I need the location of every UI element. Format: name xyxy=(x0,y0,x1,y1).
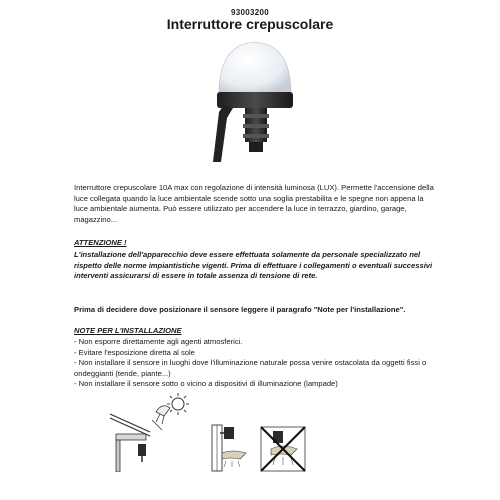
product-code: 93003200 xyxy=(231,8,269,17)
notes-heading: NOTE PER L'INSTALLAZIONE xyxy=(74,326,182,335)
list-item: - Non esporre direttamente agli agenti atmosferici. xyxy=(74,337,243,346)
product-description: Interruttore crepuscolare 10A max con regolazione di intensità luminosa (LUX). Permette l'accensione della luce collegata quando la luce ambientale scende sotto una soglia prestabilita e le spegne non appena la luce ambientale aumenta. Può essere utilizzato per accendere la luce in terrazzo, giardino, garage, magazzino... xyxy=(74,183,434,224)
sun-mounting-illustration xyxy=(106,392,194,472)
attention-text: L'installazione dell'apparecchio deve essere effettuata solamente da personale specializzato nel rispetto delle norme impiantistiche vigenti. Prima di effettuare i collegamenti o eventuali successivi interventi assicurarsi di essere in totale assenza di tensione di rete. xyxy=(74,250,433,281)
page-title: Interruttore crepuscolare xyxy=(166,16,334,32)
lamp-forbidden-illustration xyxy=(257,423,309,475)
sensor-product-image xyxy=(205,38,305,168)
list-item: - Non installare il sensore in luoghi dove l'illuminazione naturale possa venire ostacolata da oggetti fissi o ondeggianti (tende, piante...) xyxy=(74,358,427,378)
list-item: - Non installare il sensore sotto o vicino a dispositivi di illuminazione (lampade) xyxy=(74,379,338,389)
window-sensor-illustration xyxy=(210,423,252,473)
notes-list xyxy=(74,337,434,390)
before-install-note: Prima di decidere dove posizionare il sensore leggere il paragrafo "Note per l'installazione". xyxy=(74,305,406,314)
attention-heading: ATTENZIONE ! xyxy=(74,238,127,247)
list-item: - Evitare l'esposizione diretta al sole xyxy=(74,347,195,357)
